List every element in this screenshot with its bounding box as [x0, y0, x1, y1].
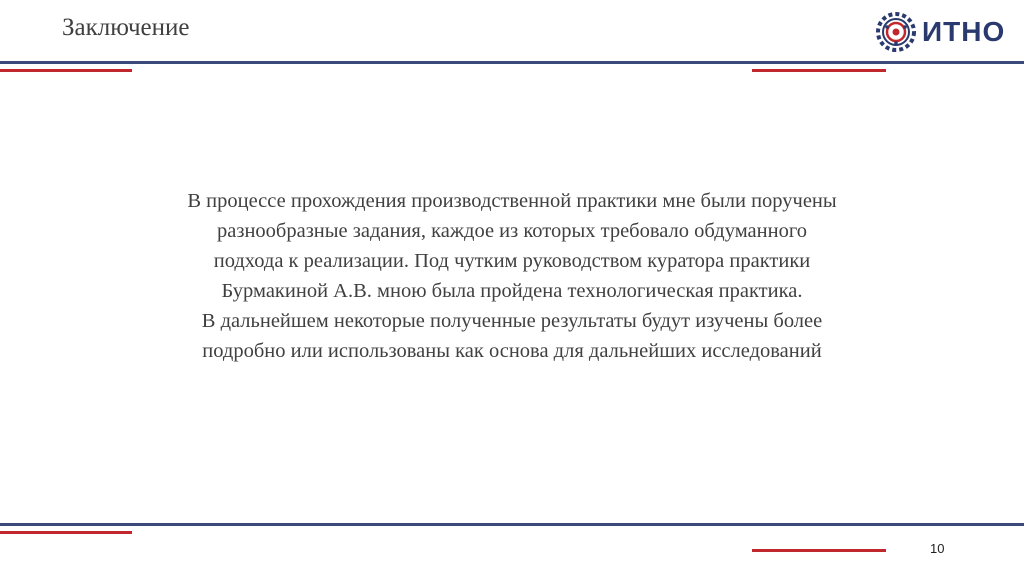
bottom-divider-red-right	[752, 549, 886, 552]
bottom-divider-blue	[0, 523, 1024, 526]
conclusion-text	[80, 186, 944, 366]
page-title: Заключение	[62, 14, 190, 41]
top-divider-red-right	[752, 69, 886, 72]
top-divider-blue	[0, 61, 1024, 64]
logo-text: ИТНО	[922, 16, 1006, 47]
gear-logo-icon	[874, 10, 918, 54]
itno-logo	[874, 10, 1014, 54]
text-line: разнообразные задания, каждое из которых требовало обдуманного	[217, 220, 807, 242]
text-line: В процессе прохождения производственной практики мне были поручены	[187, 190, 837, 212]
text-line: подхода к реализации. Под чутким руководством куратора практики	[213, 250, 811, 272]
text-line: Бурмакиной А.В. мною была пройдена технологическая практика.	[221, 280, 803, 302]
text-line: подробно или использованы как основа для дальнейших исследований	[202, 340, 822, 362]
bottom-divider-red-left	[0, 531, 132, 534]
text-line: В дальнейшем некоторые полученные результаты будут изучены более	[201, 310, 823, 332]
top-divider-red-left	[0, 69, 132, 72]
page-number: 10	[930, 541, 945, 556]
